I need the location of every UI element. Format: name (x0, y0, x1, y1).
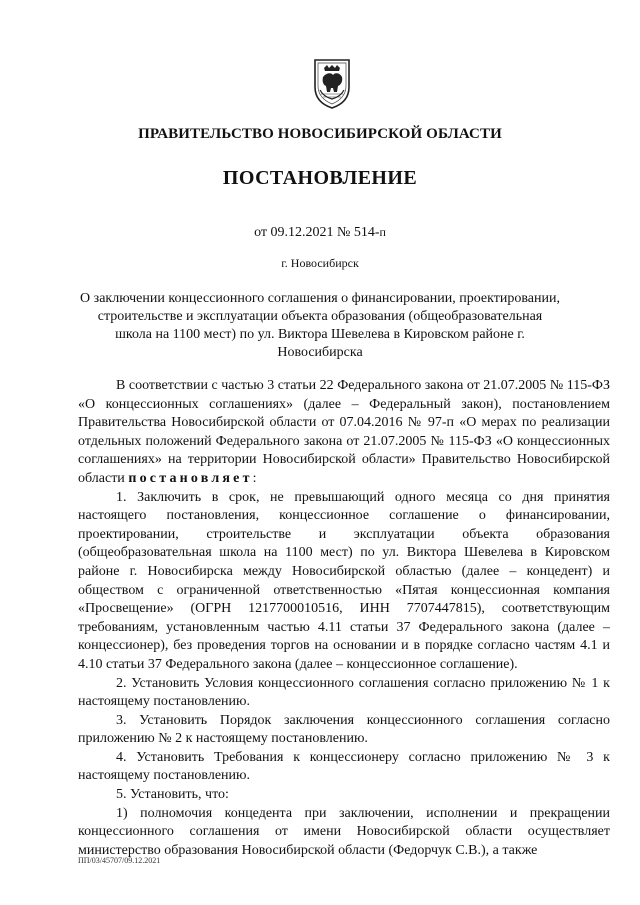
organization-title: ПРАВИТЕЛЬСТВО НОВОСИБИРСКОЙ ОБЛАСТИ (138, 126, 502, 142)
preamble-text: В соответствии с частью 3 статьи 22 Федерального закона от 21.07.2005 № 115-ФЗ «О концессионных соглашениях» (далее – Федеральный закон), постановлением Правительства Новосибирской области от 07.04.2016 № 97-п «О мерах по реализации отдельных положений Федерального закона от 21.07.2005 № 115-ФЗ «О концессионных соглашениях» на территории Новосибирской области» Правительство Новосибирской области (78, 378, 610, 486)
footer-code: ПП/03/45707/09.12.2021 (78, 856, 161, 865)
document-type: ПОСТАНОВЛЕНИЕ (222, 167, 418, 189)
preamble-paragraph (78, 377, 610, 489)
item-paragraph: 5. Установить, что: (116, 787, 229, 803)
coat-of-arms-icon (311, 57, 353, 109)
item-paragraph: 3. Установить Порядок заключения концессионного соглашения согласно приложению № 2 к настоящему постановлению. (78, 712, 610, 747)
item-paragraph: 1) полномочия концедента при заключении, исполнении и прекращении концессионного соглашения от имени Новосибирской области осуществляет министерство образования Новосибирской области (Федорчук С.В.), а также (78, 805, 610, 858)
document-subject: О заключении концессионного соглашения о финансировании, проектировании, строительстве и эксплуатации объекта образования (общеобразовательная школа на 1100 мест) по ул. Виктора Шевелева в Кировском районе г. Новосибирска (80, 291, 560, 360)
preamble-end: : (252, 470, 257, 486)
city: г. Новосибирск (281, 256, 359, 270)
item-paragraph: 4. Установить Требования к концессионеру согласно приложению № 3 к настоящему постановлению. (78, 749, 610, 784)
document-body (78, 377, 610, 860)
date-number: от 09.12.2021 № 514- (254, 225, 380, 240)
number-suffix: п (379, 225, 386, 239)
item-paragraph: 1. Заключить в срок, не превышающий одного месяца со дня принятия настоящего постановления, концессионное соглашение о финансировании, проектировании, строительстве и эксплуатации объекта образования (общеобразовательная школа на 1100 мест) по ул. Виктора Шевелева в Кировском районе г. Новосибирска между Новосибирской областью (далее – концедент) и обществом с ограниченной ответственностью «Пятая концессионная компания «Просвещение» (ОГРН 1217700010516, ИНН 7707447815), соответствующим требованиям, установленным частью 4.11 статьи 37 Федерального закона (далее – концессионер), без проведения торгов на основании и в порядке согласно частям 4.1 и 4.10 статьи 37 Федерального закона (далее – концессионное соглашение). (78, 489, 610, 672)
decree-word: постановляет (128, 470, 253, 486)
item-paragraph: 2. Установить Условия концессионного соглашения согласно приложению № 1 к настоящему постановлению. (78, 675, 610, 710)
date-number-line (0, 225, 640, 241)
